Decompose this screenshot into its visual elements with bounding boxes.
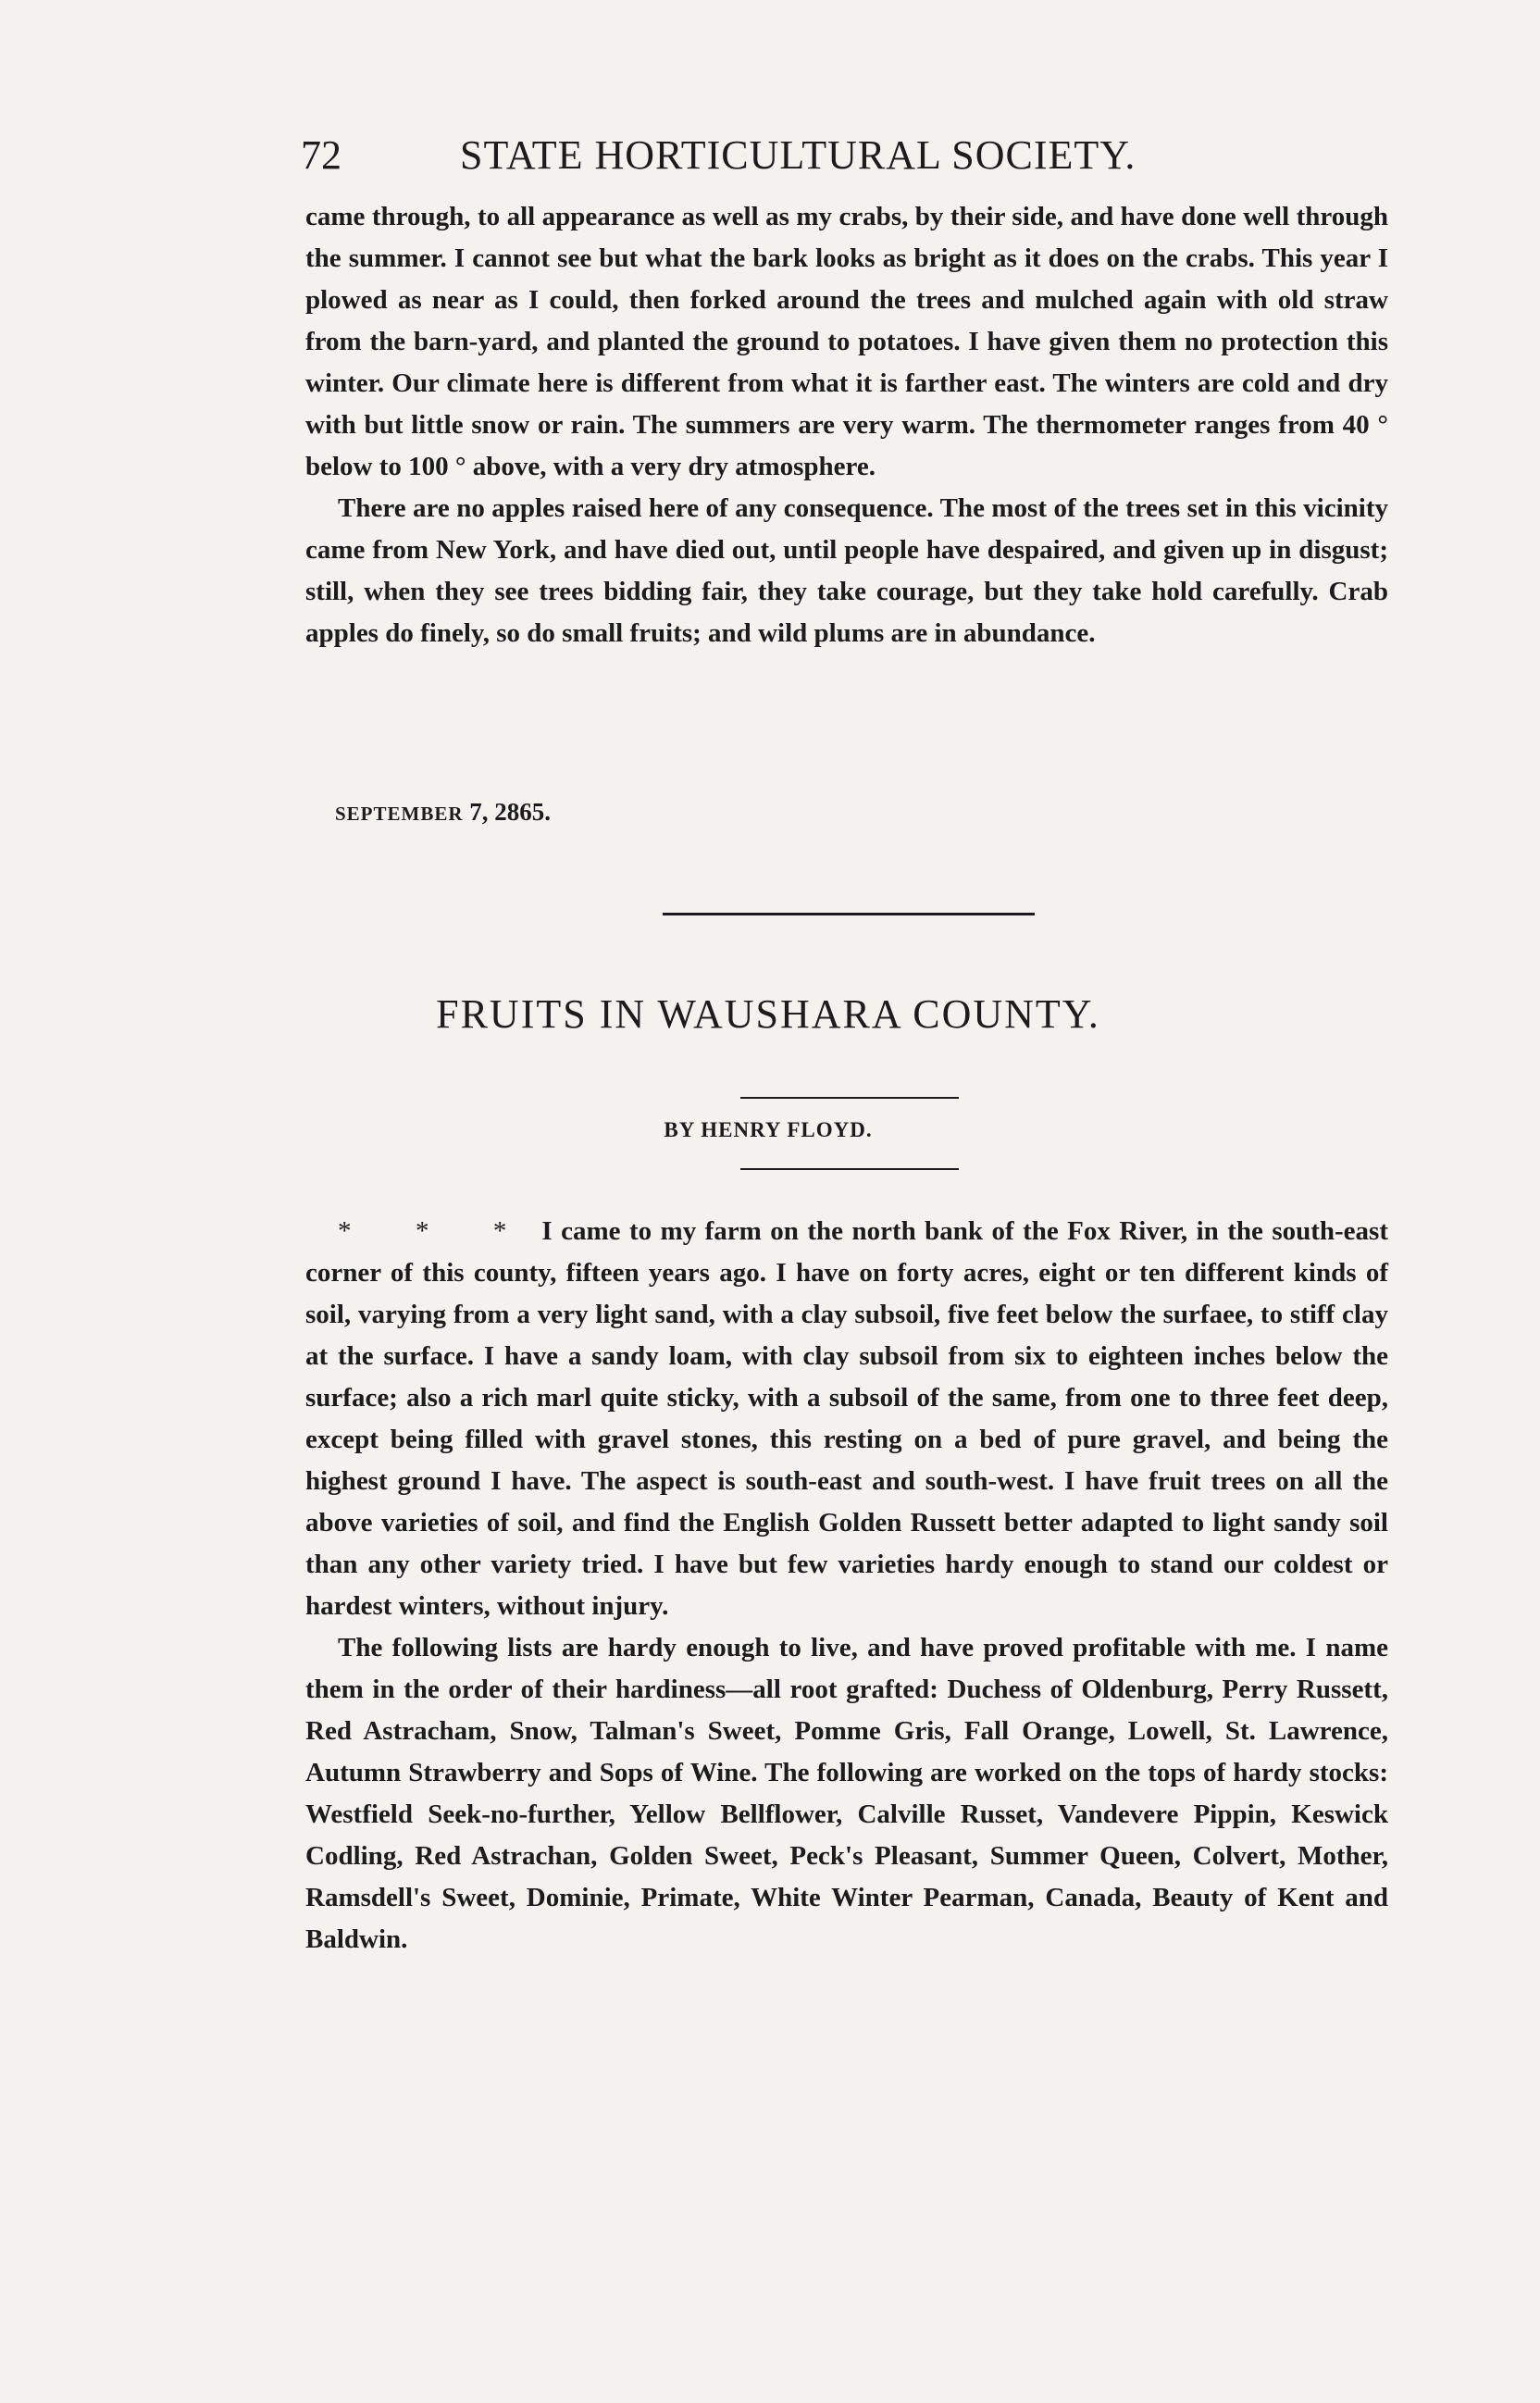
running-title: STATE HORTICULTURAL SOCIETY. (460, 132, 1136, 178)
signoff-month: SEPTEMBER (335, 803, 464, 825)
article-title: FRUITS IN WAUSHARA COUNTY. (436, 991, 1100, 1037)
article-paragraph: The following lists are hardy enough to live, and have proved profitable with me. I name them in the order of their hardiness—all root grafted: Duchess of Oldenburg, Perry Russett, Red Astracham, Snow, Talman's Sweet, Pomme Gris, Fall Orange, Lowell, St. Lawrence, Autumn Strawberry and Sops of Wine. The following are worked on the tops of hardy stocks: Westfield Seek-no-further, Yellow Bellflower, Calville Russet, Vandevere Pippin, Keswick Codling, Red Astrachan, Golden Sweet, Peck's Pleasant, Summer Queen, Colvert, Mother, Ramsdell's Sweet, Dominie, Primate, White Winter Pearman, Canada, Beauty of Kent and Baldwin. (305, 1633, 1388, 1954)
article-paragraph-text: I came to my farm on the north bank of the Fox River, in the south-east corner of this county, fifteen years ago. I have on forty acres, eight or ten different kinds of soil, varying from a very light sand, with a clay subsoil, five feet below the surfaee, to stiff clay at the surface. I have a sandy loam, with clay subsoil from six to eighteen inches below the surface; also a rich marl quite sticky, with a subsoil of the same, from one to three feet deep, except being filled with gravel stones, this resting on a bed of pure gravel, and being the highest ground I have. The aspect is south-east and south-west. I have fruit trees on all the above varieties of soil, and find the English Golden Russett better adapted to light sandy soil than any other variety tried. I have but few varieties hardy enough to stand our coldest or hardest winters, without injury. (305, 1216, 1388, 1621)
article-byline: BY HENRY FLOYD. (664, 1118, 873, 1141)
article-body (305, 1211, 1388, 1961)
section-divider (663, 913, 1035, 915)
letter-date (335, 798, 551, 827)
running-head (301, 131, 1226, 187)
byline-rule-bottom (740, 1168, 959, 1170)
letter-body (305, 196, 1388, 654)
letter-paragraph: came through, to all appearance as well as my crabs, by their side, and have done well through the summer. I cannot see but what the bark looks as bright as it does on the crabs. This year I plowed as near as I could, then forked around the trees and mulched again with old straw from the barn-yard, and planted the ground to potatoes. I have given them no protection this winter. Our climate here is different from what it is farther east. The winters are cold and dry with but little snow or rain. The summers are very warm. The thermometer ranges from 40 ° below to 100 ° above, with a very dry atmosphere. (305, 202, 1388, 481)
byline-rule-top (740, 1097, 959, 1099)
signoff-day-year: 7, 2865. (469, 798, 552, 826)
elision-asterisks: * * * (338, 1216, 535, 1246)
letter-paragraph: There are no apples raised here of any consequence. The most of the trees set in this vicinity came from New York, and have died out, until people have despaired, and given up in disgust; still, when they see trees bidding fair, they take courage, but they take hold carefully. Crab apples do finely, so do small fruits; and wild plums are in abundance. (305, 493, 1388, 648)
article-paragraph (305, 1211, 1388, 1627)
page-number: 72 (301, 132, 342, 178)
